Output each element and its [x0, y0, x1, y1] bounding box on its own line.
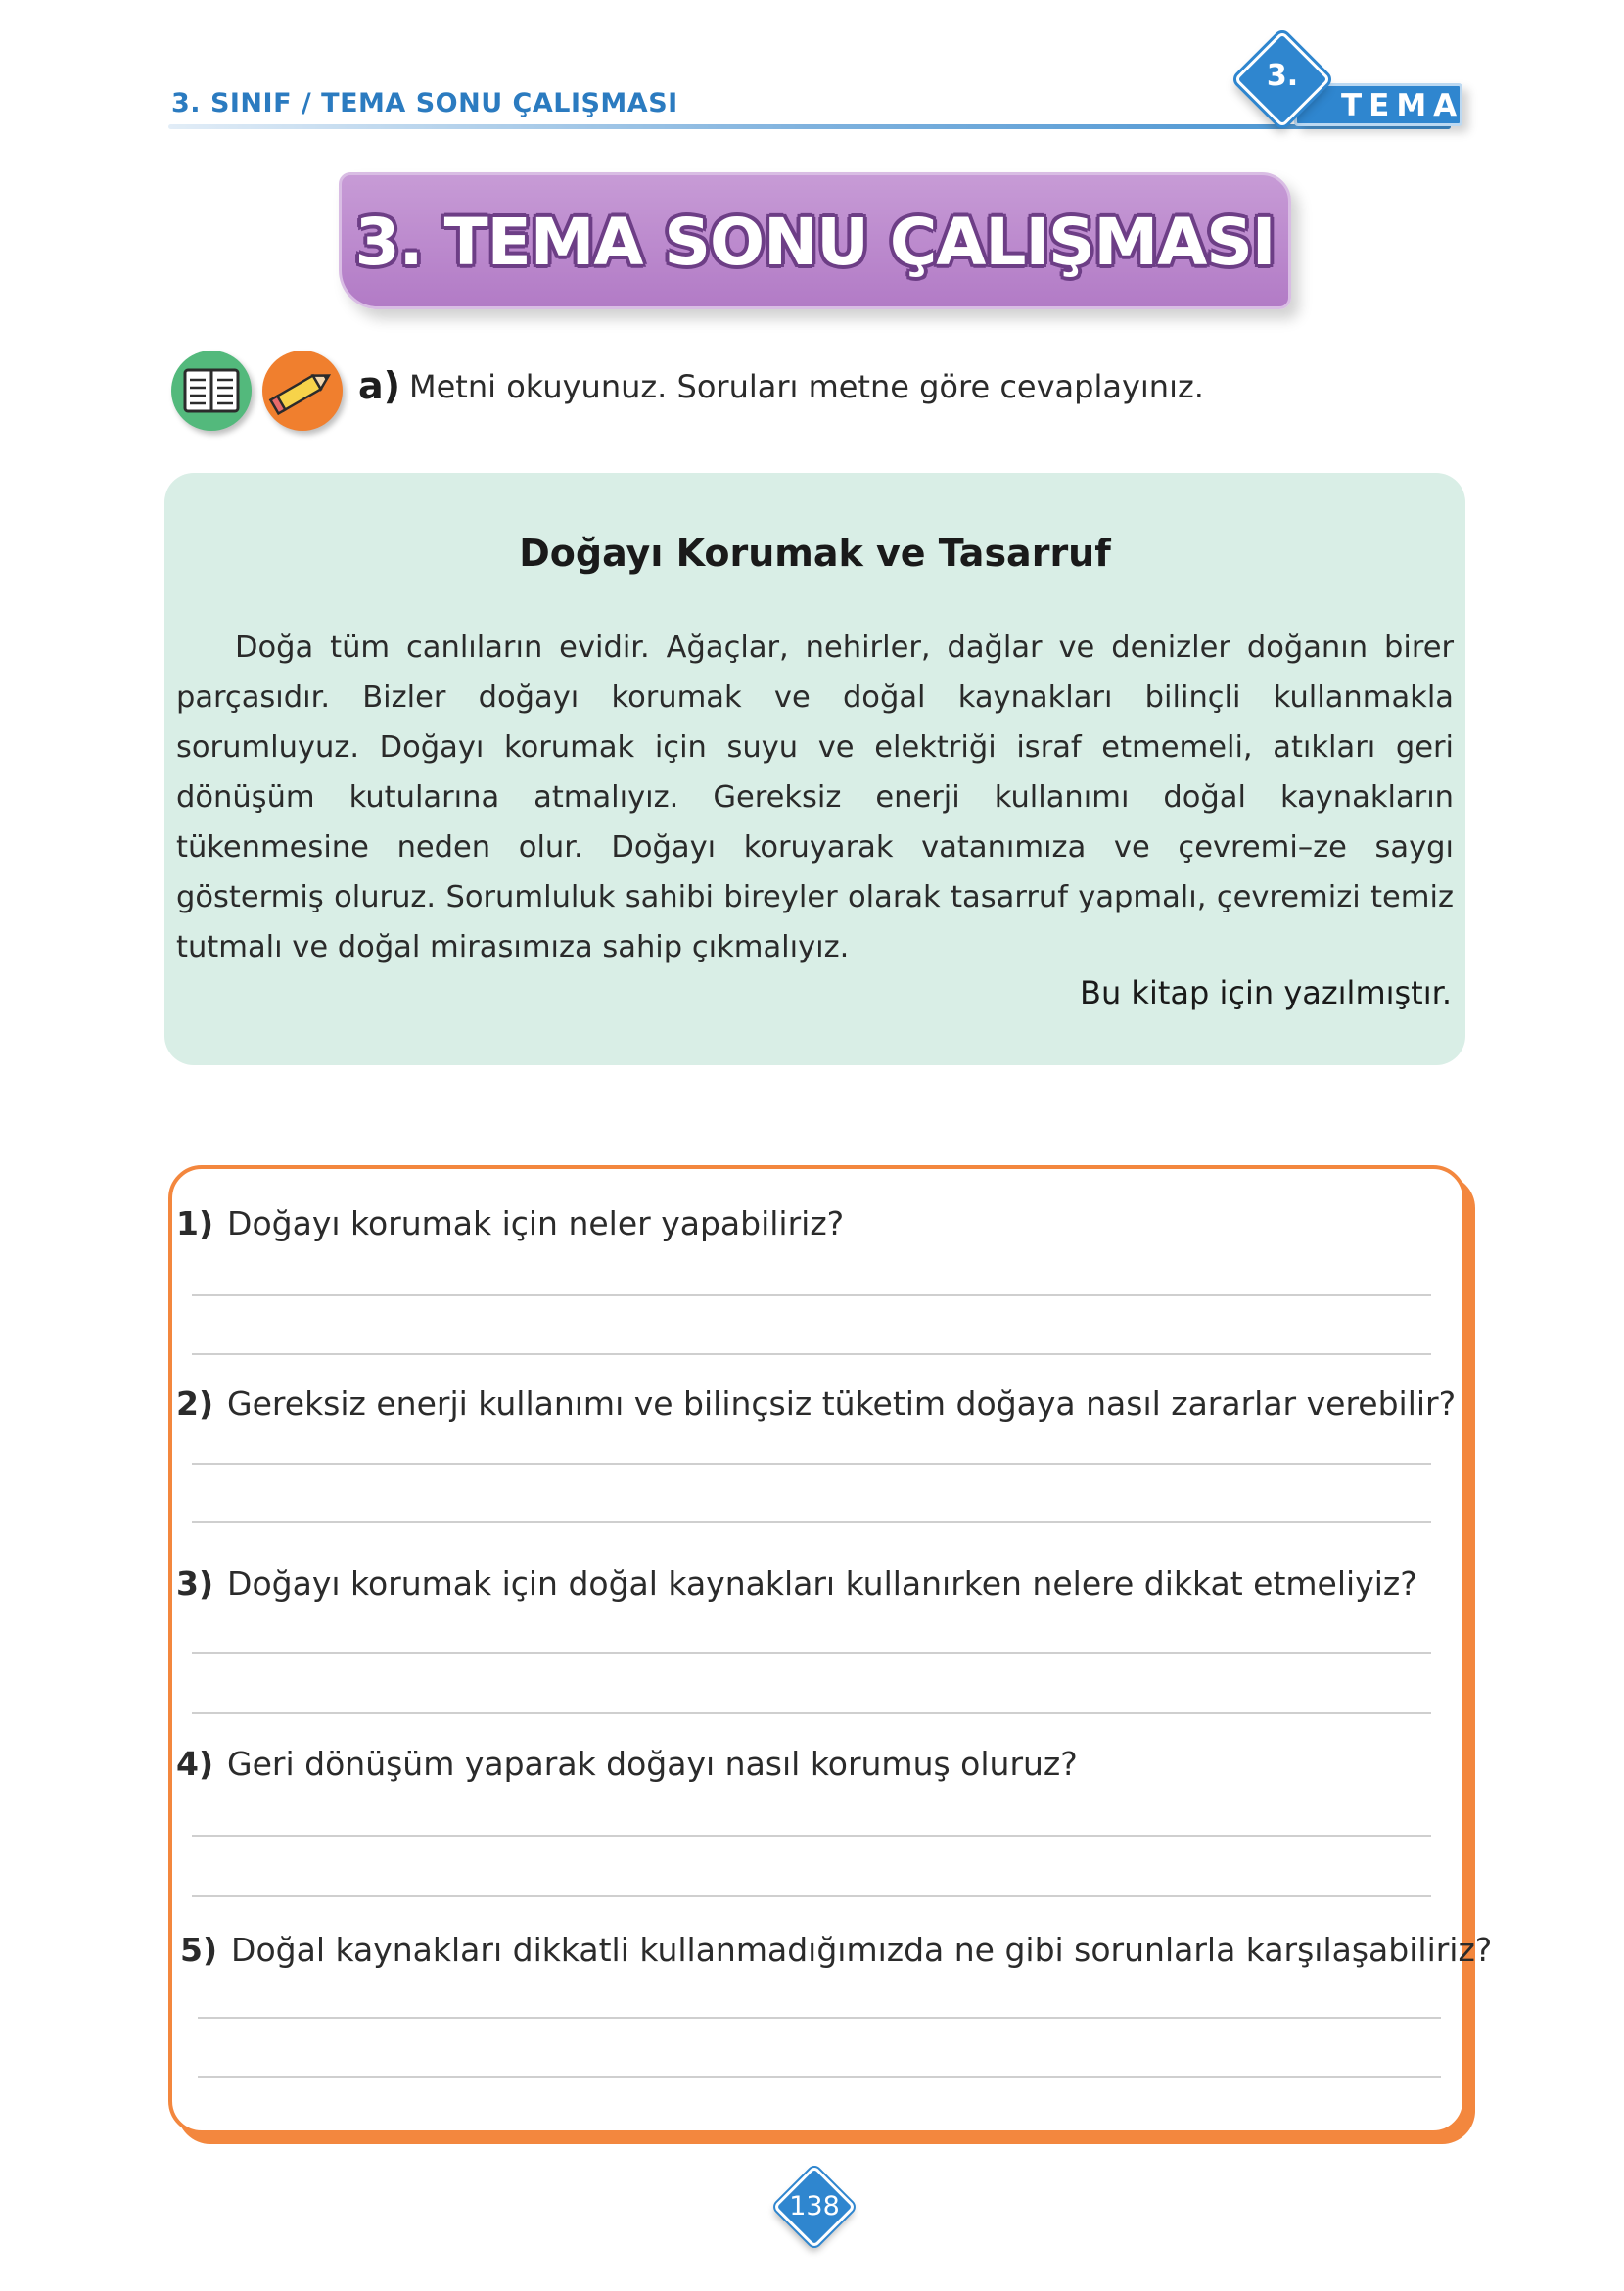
answer-line[interactable]: [192, 1353, 1431, 1355]
answer-line[interactable]: [192, 1294, 1431, 1296]
question-number: 3): [176, 1565, 214, 1603]
question-2: [176, 1384, 1456, 1423]
theme-badge-number: 3.: [1266, 59, 1299, 93]
reading-title: Doğayı Korumak ve Tasarruf: [519, 532, 1111, 575]
question-4: [176, 1745, 1078, 1783]
answer-line[interactable]: [192, 1463, 1431, 1465]
answer-line[interactable]: [192, 1521, 1431, 1523]
banner-title: 3. TEMA SONU ÇALIŞMASI: [354, 205, 1276, 280]
theme-badge: [1235, 39, 1470, 137]
pencil-icon: [262, 351, 343, 431]
page-banner: [339, 172, 1291, 309]
answer-line[interactable]: [198, 2076, 1441, 2078]
question-number: 2): [176, 1384, 214, 1423]
answer-line[interactable]: [198, 2017, 1441, 2019]
question-text: Doğayı korumak için neler yapabiliriz?: [227, 1204, 845, 1242]
questions-box: [168, 1165, 1493, 2134]
question-5: [180, 1931, 1492, 1969]
question-text: Geri dönüşüm yaparak doğayı nasıl korumuş oluruz?: [227, 1745, 1078, 1783]
page-number: 138: [789, 2191, 840, 2221]
question-1: [176, 1204, 844, 1242]
answer-line[interactable]: [192, 1835, 1431, 1837]
page-number-badge: [781, 2174, 848, 2240]
instruction-text: Metni okuyunuz. Soruları metne göre cevaplayınız.: [409, 368, 1204, 405]
question-text: Gereksiz enerji kullanımı ve bilinçsiz tüketim doğaya nasıl zararlar verebilir?: [227, 1384, 1457, 1423]
instruction-letter: a): [358, 364, 401, 407]
theme-badge-label: TEMA: [1341, 88, 1464, 123]
question-number: 5): [180, 1931, 218, 1969]
question-text: Doğal kaynakları dikkatli kullanmadığımızda ne gibi sorunlarla karşılaşabiliriz?: [231, 1931, 1493, 1969]
question-3: [176, 1565, 1417, 1603]
book-icon: [171, 351, 252, 431]
question-number: 1): [176, 1204, 214, 1242]
reading-passage-box: [164, 473, 1465, 1065]
answer-line[interactable]: [192, 1712, 1431, 1714]
answer-line[interactable]: [192, 1895, 1431, 1897]
reading-source: Bu kitap için yazılmıştır.: [1080, 974, 1452, 1011]
answer-line[interactable]: [192, 1652, 1431, 1654]
reading-body: Doğa tüm canlıların evidir. Ağaçlar, nehirler, dağlar ve denizler doğanın birer parçasıdır. Bizler doğayı korumak ve doğal kaynakları bilinçli kullanmakla sorumluyuz. Doğayı korumak için suyu ve elektriği israf etmemeli, atıkları geri dönüşüm kutularına atmalıyız. Gereksiz enerji kullanımı doğal kaynakların tükenmesine neden olur. Doğayı koruyarak vatanımıza ve çevremi–ze saygı göstermiş oluruz. Sorumluluk sahibi bireyler olarak tasarruf yapmalı, çevremizi temiz tutmalı ve doğal mirasımıza sahip çıkmalıyız.: [176, 631, 1454, 964]
question-text: Doğayı korumak için doğal kaynakları kullanırken nelere dikkat etmeliyiz?: [227, 1565, 1417, 1603]
header-title: 3. SINIF / TEMA SONU ÇALIŞMASI: [171, 88, 678, 118]
question-number: 4): [176, 1745, 214, 1783]
